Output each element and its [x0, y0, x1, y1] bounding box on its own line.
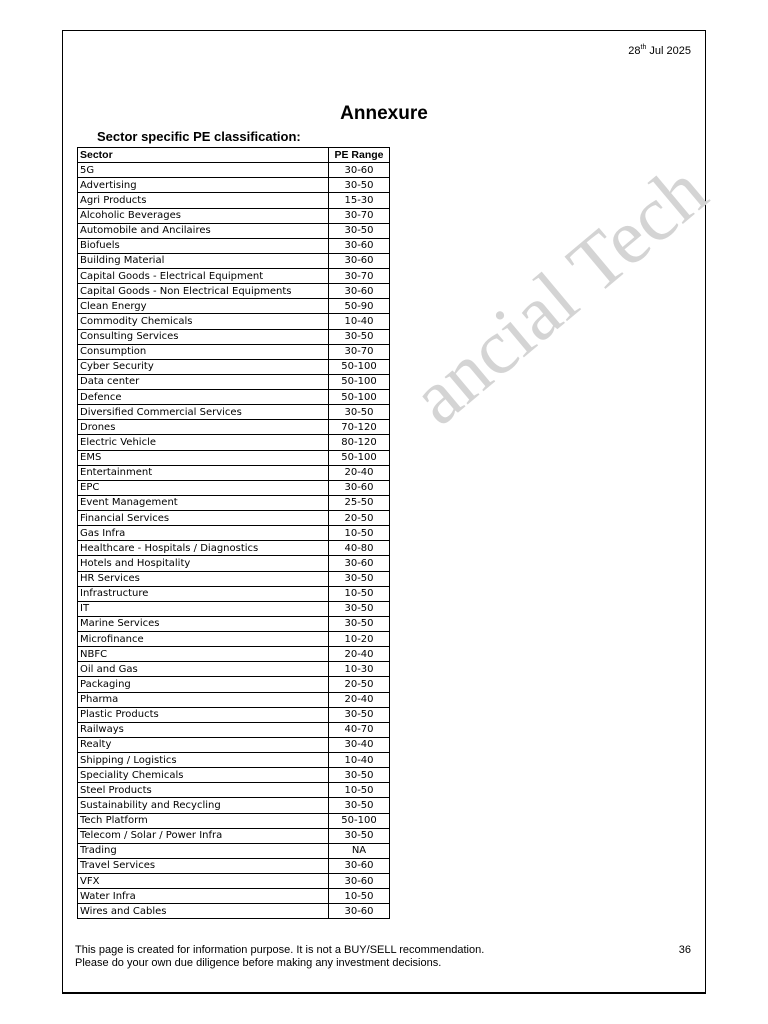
sector-cell: Gas Infra [78, 526, 329, 541]
table-row [78, 571, 390, 586]
pe-range-cell: 30-60 [329, 253, 390, 268]
pe-range-cell: 25-50 [329, 495, 390, 510]
sector-cell: Biofuels [78, 238, 329, 253]
table-row [78, 526, 390, 541]
pe-range-cell: 50-100 [329, 390, 390, 405]
table-row [78, 874, 390, 889]
sector-cell: Financial Services [78, 511, 329, 526]
sector-cell: Oil and Gas [78, 662, 329, 677]
sector-cell: Building Material [78, 253, 329, 268]
pe-range-cell: 30-40 [329, 737, 390, 752]
table-body [78, 163, 390, 919]
pe-range-cell: 30-60 [329, 480, 390, 495]
table-row [78, 344, 390, 359]
sector-cell: Alcoholic Beverages [78, 208, 329, 223]
sector-cell: Advertising [78, 178, 329, 193]
sector-cell: Consulting Services [78, 329, 329, 344]
pe-range-cell: 30-70 [329, 344, 390, 359]
table-row [78, 616, 390, 631]
table-row [78, 601, 390, 616]
table-row [78, 359, 390, 374]
pe-range-cell: 10-50 [329, 889, 390, 904]
pe-range-cell: 20-50 [329, 677, 390, 692]
sector-cell: Water Infra [78, 889, 329, 904]
sector-cell: Cyber Security [78, 359, 329, 374]
table-row [78, 768, 390, 783]
sector-cell: Drones [78, 420, 329, 435]
table-row [78, 374, 390, 389]
pe-range-cell: 10-50 [329, 783, 390, 798]
sector-cell: Shipping / Logistics [78, 753, 329, 768]
table-row [78, 390, 390, 405]
pe-range-cell: 30-60 [329, 238, 390, 253]
table-row [78, 420, 390, 435]
pe-range-cell: 40-80 [329, 541, 390, 556]
pe-range-cell: 15-30 [329, 193, 390, 208]
pe-range-cell: 10-50 [329, 526, 390, 541]
pe-range-cell: 50-100 [329, 450, 390, 465]
table-row [78, 238, 390, 253]
sector-cell: Speciality Chemicals [78, 768, 329, 783]
table-row [78, 556, 390, 571]
table-row [78, 450, 390, 465]
pe-range-cell: 30-60 [329, 904, 390, 919]
table-row [78, 284, 390, 299]
report-date [628, 45, 691, 57]
table-row [78, 178, 390, 193]
sector-cell: NBFC [78, 647, 329, 662]
table-row [78, 299, 390, 314]
sector-cell: EPC [78, 480, 329, 495]
pe-range-cell: 10-40 [329, 753, 390, 768]
sector-cell: Microfinance [78, 632, 329, 647]
disclaimer [75, 944, 484, 970]
pe-range-cell: 20-40 [329, 692, 390, 707]
table-row [78, 269, 390, 284]
table-row [78, 692, 390, 707]
pe-range-cell: 20-40 [329, 465, 390, 480]
table-row [78, 495, 390, 510]
table-row [78, 813, 390, 828]
table-row [78, 586, 390, 601]
sector-cell: Tech Platform [78, 813, 329, 828]
sector-cell: Capital Goods - Non Electrical Equipments [78, 284, 329, 299]
table-row [78, 329, 390, 344]
sector-cell: EMS [78, 450, 329, 465]
sector-cell: Consumption [78, 344, 329, 359]
sector-cell: Plastic Products [78, 707, 329, 722]
sector-cell: Travel Services [78, 858, 329, 873]
table-row [78, 480, 390, 495]
pe-range-cell: 10-20 [329, 632, 390, 647]
table-row [78, 314, 390, 329]
table-row [78, 677, 390, 692]
column-header-sector: Sector [78, 148, 329, 163]
date-day: 28 [628, 45, 641, 57]
table-row [78, 647, 390, 662]
pe-range-cell: 30-50 [329, 601, 390, 616]
pe-range-cell: 30-50 [329, 571, 390, 586]
table-row [78, 541, 390, 556]
sector-cell: Diversified Commercial Services [78, 405, 329, 420]
watermark: ancial Tech [394, 146, 723, 441]
pe-range-cell: 70-120 [329, 420, 390, 435]
sector-cell: Hotels and Hospitality [78, 556, 329, 571]
sector-cell: Wires and Cables [78, 904, 329, 919]
table-row [78, 435, 390, 450]
table-row [78, 783, 390, 798]
pe-range-cell: 50-100 [329, 374, 390, 389]
sector-cell: VFX [78, 874, 329, 889]
table-row [78, 753, 390, 768]
table-row [78, 843, 390, 858]
pe-range-cell: 30-50 [329, 707, 390, 722]
page-number: 36 [678, 944, 691, 956]
pe-range-cell: 50-100 [329, 359, 390, 374]
pe-range-cell: 30-50 [329, 329, 390, 344]
sector-cell: Pharma [78, 692, 329, 707]
page-title: Annexure [340, 103, 428, 124]
table-row [78, 858, 390, 873]
sector-cell: Event Management [78, 495, 329, 510]
pe-range-cell: NA [329, 843, 390, 858]
date-rest: Jul 2025 [646, 45, 691, 57]
pe-range-cell: 50-100 [329, 813, 390, 828]
sector-cell: Clean Energy [78, 299, 329, 314]
pe-range-cell: 20-50 [329, 511, 390, 526]
pe-range-cell: 30-50 [329, 616, 390, 631]
sector-cell: Entertainment [78, 465, 329, 480]
table-row [78, 904, 390, 919]
pe-range-cell: 30-50 [329, 798, 390, 813]
table-row [78, 632, 390, 647]
column-header-pe-range: PE Range [329, 148, 390, 163]
table-row [78, 828, 390, 843]
pe-range-cell: 30-50 [329, 223, 390, 238]
pe-range-cell: 30-50 [329, 828, 390, 843]
sector-cell: HR Services [78, 571, 329, 586]
sector-cell: Capital Goods - Electrical Equipment [78, 269, 329, 284]
table-row [78, 253, 390, 268]
sector-cell: Packaging [78, 677, 329, 692]
sector-cell: Telecom / Solar / Power Infra [78, 828, 329, 843]
pe-range-cell: 30-60 [329, 284, 390, 299]
pe-range-cell: 30-60 [329, 858, 390, 873]
pe-range-cell: 30-50 [329, 178, 390, 193]
sector-cell: Infrastructure [78, 586, 329, 601]
date-suffix: th [640, 44, 647, 51]
disclaimer-line-1: This page is created for information purpose. It is not a BUY/SELL recommendation. [75, 944, 485, 956]
sector-cell: IT [78, 601, 329, 616]
pe-range-cell: 10-50 [329, 586, 390, 601]
table-row [78, 737, 390, 752]
disclaimer-line-2: Please do your own due diligence before making any investment decisions. [75, 957, 442, 969]
table-row [78, 223, 390, 238]
pe-range-cell: 30-50 [329, 405, 390, 420]
sector-cell: Data center [78, 374, 329, 389]
sector-cell: Agri Products [78, 193, 329, 208]
table-row [78, 208, 390, 223]
table-row [78, 889, 390, 904]
pe-range-cell: 80-120 [329, 435, 390, 450]
document-page [62, 30, 723, 994]
pe-range-cell: 50-90 [329, 299, 390, 314]
table-row [78, 163, 390, 178]
sector-cell: Automobile and Ancilaires [78, 223, 329, 238]
table-row [78, 193, 390, 208]
pe-range-cell: 30-70 [329, 208, 390, 223]
pe-range-cell: 10-40 [329, 314, 390, 329]
sector-cell: Realty [78, 737, 329, 752]
pe-range-cell: 30-70 [329, 269, 390, 284]
sector-cell: Trading [78, 843, 329, 858]
table-row [78, 722, 390, 737]
table-header-row [78, 148, 390, 163]
sector-cell: Healthcare - Hospitals / Diagnostics [78, 541, 329, 556]
pe-range-cell: 30-60 [329, 163, 390, 178]
sector-cell: Defence [78, 390, 329, 405]
sector-cell: Sustainability and Recycling [78, 798, 329, 813]
pe-range-cell: 30-60 [329, 874, 390, 889]
sector-cell: Commodity Chemicals [78, 314, 329, 329]
table-row [78, 405, 390, 420]
sector-cell: Railways [78, 722, 329, 737]
table-row [78, 798, 390, 813]
table-row [78, 511, 390, 526]
pe-range-cell: 30-60 [329, 556, 390, 571]
pe-range-cell: 20-40 [329, 647, 390, 662]
table-row [78, 465, 390, 480]
pe-range-cell: 30-50 [329, 768, 390, 783]
section-subtitle: Sector specific PE classification: [97, 129, 301, 144]
pe-classification-table [77, 147, 390, 919]
pe-range-cell: 40-70 [329, 722, 390, 737]
sector-cell: Steel Products [78, 783, 329, 798]
sector-cell: Electric Vehicle [78, 435, 329, 450]
sector-cell: Marine Services [78, 616, 329, 631]
table-row [78, 662, 390, 677]
sector-cell: 5G [78, 163, 329, 178]
pe-range-cell: 10-30 [329, 662, 390, 677]
table-row [78, 707, 390, 722]
